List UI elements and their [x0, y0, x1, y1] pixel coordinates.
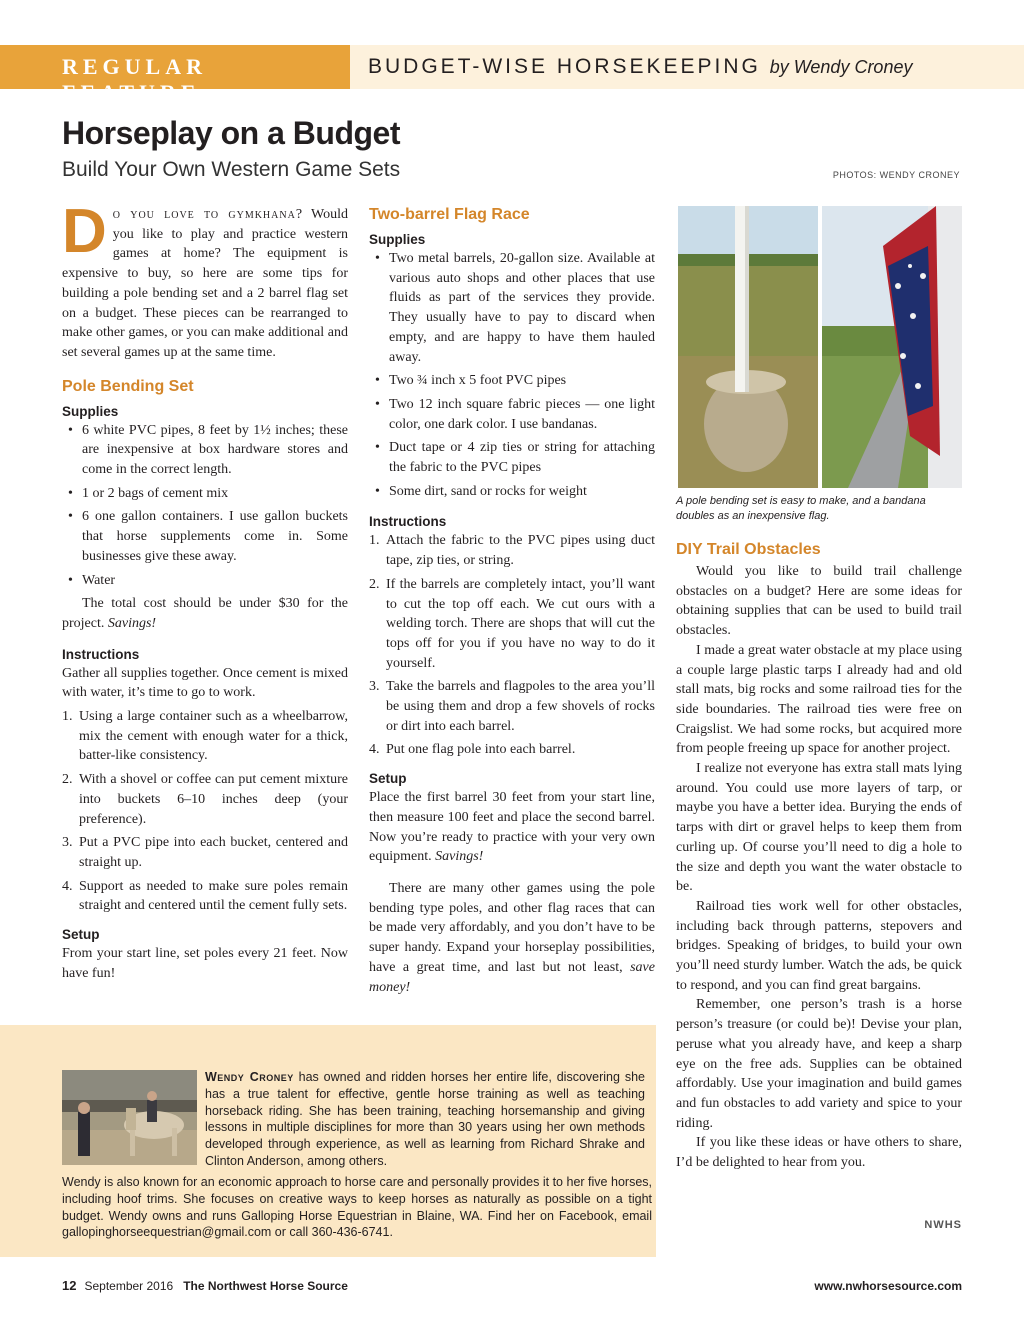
pole-and-flag-photo [678, 206, 962, 488]
list-item: 2. If the barrels are completely intact, you’ll want to cut the top off each. We cut ours with a welding torch. There are shops that will cut the tops off for you if you have no way to do it yourself. [369, 576, 655, 671]
list-item: • 1 or 2 bags of cement mix [62, 484, 348, 504]
list-item: • Two ¾ inch x 5 foot PVC pipes [369, 371, 655, 391]
flag-closing-text: There are many other games using the pole bending type poles, and other flag races that can be made very affordably, and you don’t have to be super handy. Expand your horseplay possibilities, have a great time, and last but not least, save money! [369, 880, 655, 995]
intro-lead: o you love to gymkhana? [112, 207, 304, 222]
bullet-icon: • [375, 373, 380, 389]
bullet-icon: • [68, 509, 73, 525]
author-with-horse-photo [62, 1070, 197, 1165]
list-item: • Some dirt, sand or rocks for weight [369, 482, 655, 502]
photo-credit: PHOTOS: WENDY CRONEY [832, 170, 960, 180]
section-header [0, 45, 1024, 105]
column-title: BUDGET-WISE HORSEKEEPING [368, 55, 761, 78]
author-photo [62, 1070, 197, 1165]
column-3 [676, 540, 962, 1173]
pole-steps-list [62, 707, 348, 916]
list-item: • Two 12 inch square fabric pieces — one light color, one dark color. I use bandanas. [375, 396, 655, 432]
page-footer [62, 1278, 348, 1293]
bio-paragraph-1: Wendy Croney has owned and ridden horses her entire life, discovering she has a true talent for effective, gentle horse training as well as teaching horseback riding. She has been training, teaching horsemanship and giving lessons in multiple disciplines for more than 30 years using her own methods developed through experience, as well as learning from Richard Shrake and Clinton Anderson, among others. [205, 1070, 645, 1168]
column-1 [62, 197, 349, 984]
author-name: Wendy Croney [205, 1070, 294, 1084]
list-item: 3. Put a PVC pipe into each bucket, centered and straight up. [62, 835, 348, 870]
intro-paragraph [62, 197, 349, 363]
column-2 [369, 205, 655, 997]
bullet-icon: • [68, 572, 73, 588]
flag-steps-list [369, 531, 655, 760]
signoff: NWHS [924, 1219, 962, 1231]
magazine-name: The Northwest Horse Source [183, 1279, 348, 1293]
bullet-icon: • [375, 251, 380, 266]
article-subtitle: Build Your Own Western Game Sets [62, 158, 401, 181]
pole-setup-heading: Setup [62, 927, 100, 943]
website-link[interactable]: www.nwhorsesource.com [814, 1279, 962, 1293]
list-item: 1. Using a large container such as a wheelbarrow, mix the cement with enough water for a thick, batter-like consistency. [62, 709, 348, 764]
list-item: 2. With a shovel or coffee can put cement mixture into buckets 6–10 inches deep (your preference). [62, 772, 348, 827]
list-item: 4. Support as needed to make sure poles remain straight and centered until the cement fully sets. [62, 878, 348, 914]
list-item: 3. Take the barrels and flagpoles to the area you’ll be using them and drop a few shovels of rocks or dirt into each barrel. [369, 679, 655, 734]
trail-paragraph: Would you like to build trail challenge obstacles on a budget? Here are some ideas for obtaining supplies that can be used to build trail obstacles. [676, 564, 962, 639]
flag-setup-text: Place the first barrel 30 feet from your start line, then measure 100 feet and place the second barrel. Now you’re ready to practice with your very own equipment. Savings! [369, 790, 655, 865]
list-item: • Duct tape or 4 zip ties or string for attaching the fabric to the PVC pipes [375, 440, 655, 476]
intro-body: Would you like to play and practice western games at home? The equipment is expensive to buy, so here are some tips for building a pole bending set and a 2 barrel flag set on a budget. These pieces can be rearranged to make other games, or you can make additional and set several games up at the same time. [62, 207, 349, 360]
bullet-icon: • [375, 483, 380, 499]
trail-paragraph: If you like these ideas or have others to share, I’d be delighted to hear from you. [676, 1135, 962, 1171]
flag-supplies-list [369, 249, 655, 501]
list-item: 4. Put one flag pole into each barrel. [369, 742, 576, 758]
list-item: • Two metal barrels, 20-gallon size. Available at various auto shops and other places that use fluids as part of the services they provide. They usually have to pay to discard when empty, and are happy to have them hauled away. [375, 251, 655, 365]
trail-paragraph: Remember, one person’s trash is a horse person’s treasure (or could be)! Devise your plan, peruse what you already have, and keep a sharp eye on the free ads. Supplies can be obtained affordably. Use your imagination and build games and fun obstacles to add variety and spice to your riding. [676, 997, 962, 1131]
section-label: REGULAR FEATURE [62, 54, 208, 105]
flag-race-heading: Two-barrel Flag Race [369, 206, 530, 223]
trail-paragraph: I made a great water obstacle at my place using a couple large plastic tarps I already had and old stall mats, big rocks and some railroad ties for the side boundaries. The railroad ties were free on Craigslist. We had some rocks, but acquired more from people freeing up space for another project. [676, 642, 962, 757]
pole-setup-text: From your start line, set poles every 21 feet. Now have fun! [62, 946, 348, 981]
pole-supplies-list [62, 421, 348, 591]
trail-heading: DIY Trail Obstacles [676, 541, 821, 558]
column-title-line [368, 55, 912, 79]
bullet-icon: • [68, 422, 73, 438]
list-item: • Water [62, 571, 348, 591]
drop-cap: D [62, 197, 107, 266]
article-title: Horseplay on a Budget [62, 115, 400, 151]
flag-setup-heading: Setup [369, 771, 407, 787]
bullet-icon: • [375, 440, 380, 456]
bullet-icon: • [375, 396, 380, 412]
byline: by Wendy Croney [769, 57, 913, 77]
trail-paragraph: Railroad ties work well for other obstacles, including back through patterns, stepovers and bridges. Speaking of bridges, to build your own you’ll need sturdy lumber. Watch the ads, be quick to respond, and you can find great bargains. [676, 898, 962, 993]
bio-paragraph-2: Wendy is also known for an economic approach to horse care and personally provides it to her five horses, including hoof trims. She focuses on creative ways to keep horses as naturally as possible on a tight budget. Wendy owns and runs Galloping Horse Equestrian in Blaine, WA. Find her on Facebook, email gallopinghorseequestrian@gmail.com or call 360-436-6741. [62, 1175, 652, 1240]
issue-date: September 2016 [84, 1279, 174, 1293]
section-tab [0, 45, 350, 105]
photo-caption: A pole bending set is easy to make, and a bandana doubles as an inexpensive flag. [676, 495, 926, 522]
flag-supplies-heading: Supplies [369, 232, 426, 247]
flag-instructions-heading: Instructions [369, 514, 447, 530]
list-item: • 6 white PVC pipes, 8 feet by 1½ inches; these are inexpensive at box hardware stores and come in the correct length. [68, 422, 348, 478]
bullet-icon: • [68, 485, 73, 501]
pole-supplies-heading: Supplies [62, 403, 119, 419]
trail-paragraph: I realize not everyone has extra stall mats lying around. You could use more layers of tarp, or maybe you have a better idea. Burying the ends of tarps with dirt or gravel helps to keep them from curling up. Of course you’ll need to dig a hole to the size and depth you want the water obstacle to be. [676, 761, 962, 895]
article-photo [678, 206, 962, 488]
cost-paragraph: The total cost should be under $30 for the project. Savings! [62, 596, 348, 631]
pole-instructions-intro: Gather all supplies together. Once cement is mixed with water, it’s time to go to work. [62, 665, 348, 701]
author-bio-box [0, 1025, 656, 1257]
pole-bending-heading: Pole Bending Set [62, 377, 194, 395]
pole-instructions-heading: Instructions [62, 646, 140, 662]
list-item: • 6 one gallon containers. I use gallon buckets that horse supplements come in. Some businesses give these away. [68, 509, 348, 564]
page-number: 12 [62, 1278, 77, 1293]
list-item: 1. Attach the fabric to the PVC pipes using duct tape, zip ties, or string. [369, 533, 655, 569]
